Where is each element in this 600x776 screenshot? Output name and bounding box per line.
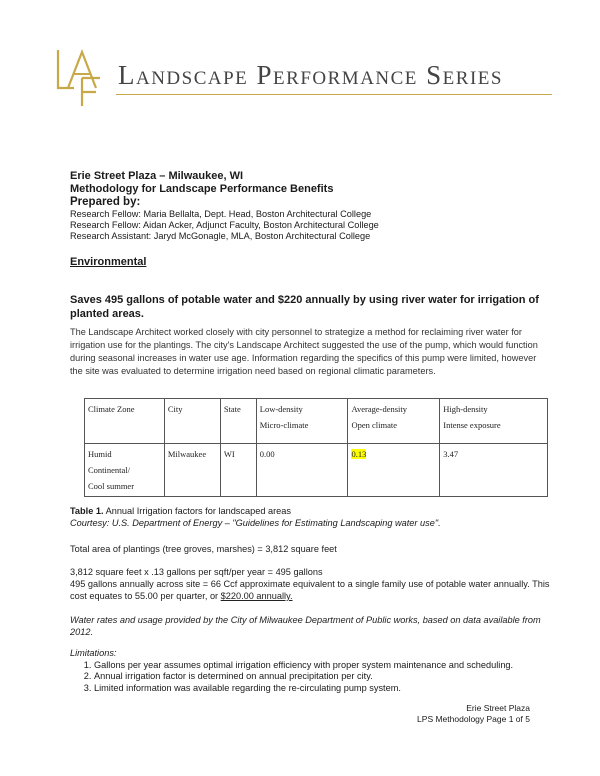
- highlighted-value: 0.13: [351, 449, 367, 459]
- footer-site: Erie Street Plaza: [466, 703, 530, 713]
- table-cell-low-density: 0.00: [256, 444, 348, 497]
- prepared-by-label: Prepared by:: [70, 196, 141, 208]
- limitations-list: [70, 660, 540, 695]
- table-header-cell: Average-density Open climate: [348, 399, 440, 444]
- fellow-line: Research Assistant: Jaryd McGonagle, MLA, Boston Architectural College: [70, 231, 371, 241]
- calculation-line: 3,812 square feet x .13 gallons per sqft/per year = 495 gallons: [70, 567, 323, 577]
- total-area-text: Total area of plantings (tree groves, marshes) = 3,812 square feet: [70, 544, 337, 554]
- fellow-line: Research Fellow: Aidan Acker, Adjunct Faculty, Boston Architectural College: [70, 220, 379, 230]
- header-rule: [116, 94, 552, 95]
- source-note: Water rates and usage provided by the City of Milwaukee Department of Public works, based on data available from 2012.: [70, 615, 541, 637]
- table-header-cell: City: [164, 399, 220, 444]
- table-header-cell: Climate Zone: [85, 399, 165, 444]
- list-item: 1. Gallons per year assumes optimal irrigation efficiency with proper system maintenance and scheduling.: [94, 660, 540, 672]
- caption-courtesy: Courtesy: U.S. Department of Energy – "Guidelines for Estimating Landscaping water use".: [70, 518, 441, 528]
- fellow-line: Research Fellow: Maria Bellalta, Dept. Head, Boston Architectural College: [70, 209, 372, 219]
- table-cell-high-density: 3.47: [440, 444, 548, 497]
- table-header-cell: High-density Intense exposure: [440, 399, 548, 444]
- caption-label: Table 1.: [70, 506, 104, 516]
- table-header-cell: Low-density Micro-climate: [256, 399, 348, 444]
- table-cell-city: Milwaukee: [164, 444, 220, 497]
- calculation-line: 495 gallons annually across site = 66 Ccf approximate equivalent to a single family use of potable water annually. This cost equates to 55.00 per quarter, or: [70, 579, 550, 601]
- footer-page-number: LPS Methodology Page 1 of 5: [417, 714, 530, 724]
- table-header-row: [85, 399, 548, 444]
- limitations-block: [70, 648, 540, 694]
- table-cell-average-density: [348, 444, 440, 497]
- series-title: Landscape Performance Series: [118, 60, 503, 90]
- table-cell-climate-zone: Humid Continental/ Cool summer: [85, 444, 165, 497]
- project-title: Erie Street Plaza – Milwaukee, WI: [70, 170, 244, 182]
- table-row: [85, 444, 548, 497]
- intro-paragraph: The Landscape Architect worked closely with city personnel to strategize a method for reclaiming river water for irrigation use for the plantings. The city's Landscape Architect suggested the use of the pump, which would function during seasonal increases in water use age. Information regarding the specifics of this pump were limited, however the site was evaluated to determine irrigation need based on regional climatic parameters.: [70, 327, 538, 376]
- annual-savings: $220.00 annually.: [220, 591, 293, 601]
- title-block: [70, 170, 550, 242]
- footer: [417, 703, 530, 725]
- limitations-title: Limitations:: [70, 648, 117, 658]
- section-heading: Environmental: [70, 256, 147, 268]
- calculation-block: [70, 566, 550, 602]
- table-caption: [70, 505, 540, 529]
- benefit-heading: Saves 495 gallons of potable water and $220 annually by using river water for irrigation of planted areas.: [70, 294, 539, 320]
- table-header-cell: State: [220, 399, 256, 444]
- irrigation-table: [84, 398, 548, 497]
- laf-logo: [52, 48, 122, 108]
- caption-text: Annual Irrigation factors for landscaped areas: [103, 506, 291, 516]
- document-title: Methodology for Landscape Performance Benefits: [70, 183, 334, 195]
- list-item: 3. Limited information was available regarding the re-circulating pump system.: [94, 683, 540, 695]
- table-cell-state: WI: [220, 444, 256, 497]
- list-item: 2. Annual irrigation factor is determined on annual precipitation per city.: [94, 671, 540, 683]
